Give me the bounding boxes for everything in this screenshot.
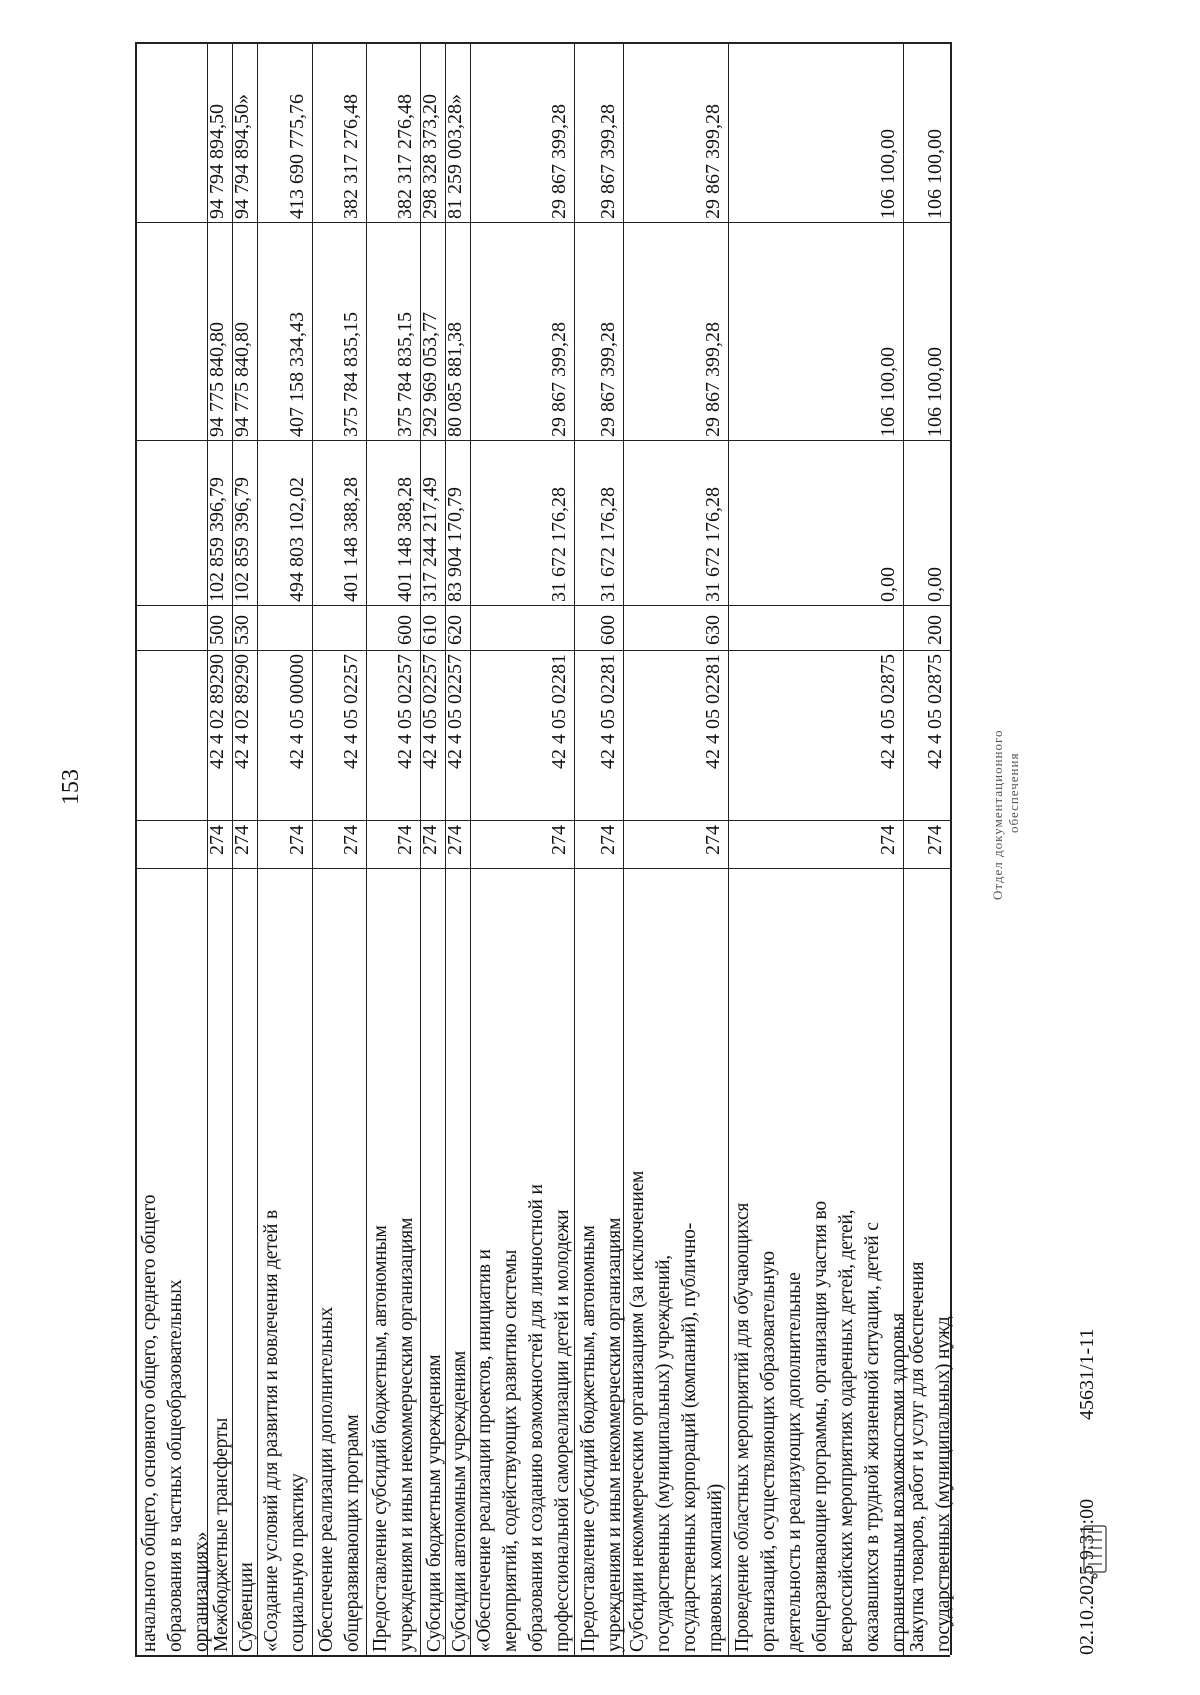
table-cell-2024: 102 859 396,79 xyxy=(231,477,253,602)
table-cell-ved: 274 xyxy=(340,825,362,855)
table-cell-2026: 382 317 276,48 xyxy=(340,94,362,219)
table-cell-ved: 274 xyxy=(877,825,899,855)
table-cell-2025: 292 969 053,77 xyxy=(419,312,441,437)
table-cell-2025: 94 775 840,80 xyxy=(231,322,253,437)
table-cell-vr: 500 xyxy=(206,615,228,645)
table-cell-2024: 83 904 170,79 xyxy=(444,487,466,602)
table-cell-vr: 600 xyxy=(597,615,619,645)
table-cell-vr: 620 xyxy=(444,615,466,645)
table-cell-2026: 29 867 399,28 xyxy=(597,104,619,219)
table-row-description: Закупка товаров, работ и услуг для обеспечения государственных (муниципальных) нужд xyxy=(907,1261,954,1652)
table-cell-csr: 42 4 05 02875 xyxy=(924,654,946,769)
table-row-description: Субсидии некоммерческим организациям (за исключением государственных (муниципальных) учреждений, государственных корпораций (компаний), публично- правовых компаний) xyxy=(627,1170,726,1652)
table-cell-csr: 42 4 05 02281 xyxy=(702,654,724,769)
table-cell-ved: 274 xyxy=(286,825,308,855)
table-cell-2024: 401 148 388,28 xyxy=(340,477,362,602)
table-cell-2026: 94 794 894,50» xyxy=(231,94,253,219)
table-cell-2026: 298 328 373,20 xyxy=(419,94,441,219)
table-cell-ved: 274 xyxy=(924,825,946,855)
table-column-border xyxy=(135,1655,950,1657)
table-cell-csr: 42 4 05 02281 xyxy=(548,654,570,769)
table-cell-csr: 42 4 05 02875 xyxy=(877,654,899,769)
department-stamp xyxy=(990,730,1022,901)
table-cell-vr: 610 xyxy=(419,615,441,645)
table-row-description: Предоставление субсидий бюджетным, автономным учреждениям и иным некоммерческим организациям xyxy=(578,1217,625,1652)
table-row-description: Межбюджетные трансферты xyxy=(211,1417,232,1652)
table-cell-vr: 530 xyxy=(231,615,253,645)
table-cell-2025: 375 784 835,15 xyxy=(394,312,416,437)
table-cell-2024: 317 244 217,49 xyxy=(419,477,441,602)
table-cell-ved: 274 xyxy=(597,825,619,855)
table-cell-2024: 401 148 388,28 xyxy=(394,477,416,602)
table-cell-2025: 29 867 399,28 xyxy=(597,322,619,437)
table-cell-csr: 42 4 02 89290 xyxy=(206,654,228,769)
table-cell-ved: 274 xyxy=(548,825,570,855)
table-cell-vr: 630 xyxy=(702,615,724,645)
table-cell-2025: 29 867 399,28 xyxy=(702,322,724,437)
table-cell-csr: 42 4 05 02281 xyxy=(597,654,619,769)
table-cell-2025: 407 158 334,43 xyxy=(286,312,308,437)
stamp-line1: Отдел документационного xyxy=(990,729,1005,900)
table-row-description: Предоставление субсидий бюджетным, автономным учреждениям и иным некоммерческим организациям xyxy=(370,1217,417,1652)
table-cell-2026: 94 794 894,50 xyxy=(206,104,228,219)
table-cell-csr: 42 4 05 02257 xyxy=(394,654,416,769)
table-cell-2026: 382 317 276,48 xyxy=(394,94,416,219)
table-cell-ved: 274 xyxy=(702,825,724,855)
table-row-description: Субвенции xyxy=(236,1562,257,1652)
table-cell-2024: 31 672 176,28 xyxy=(597,487,619,602)
table-cell-2025: 106 100,00 xyxy=(877,347,899,437)
table-cell-ved: 274 xyxy=(206,825,228,855)
table-row-description: Субсидии автономным учреждениям xyxy=(449,1351,470,1652)
table-cell-ved: 274 xyxy=(419,825,441,855)
table-cell-2024: 102 859 396,79 xyxy=(206,477,228,602)
stamp-line2: обеспечения xyxy=(1006,752,1021,833)
table-cell-2026: 81 259 003,28» xyxy=(444,94,466,219)
table-cell-vr: 600 xyxy=(394,615,416,645)
table-cell-csr: 42 4 05 02257 xyxy=(419,654,441,769)
table-row-description: начального общего, основного общего, среднего общего образования в частных общеобразовательных организациях» xyxy=(139,1194,212,1652)
table-row-description: Субсидии бюджетным учреждениям xyxy=(424,1354,445,1652)
table-cell-2026: 29 867 399,28 xyxy=(702,104,724,219)
table-cell-ved: 274 xyxy=(231,825,253,855)
table-cell-csr: 42 4 05 02257 xyxy=(444,654,466,769)
table-row-description: «Создание условий для развития и вовлечения детей в социальную практику xyxy=(261,1210,308,1652)
table-cell-2025: 106 100,00 xyxy=(924,347,946,437)
table-cell-2025: 29 867 399,28 xyxy=(548,322,570,437)
table-cell-csr: 42 4 02 89290 xyxy=(231,654,253,769)
table-cell-ved: 274 xyxy=(444,825,466,855)
footer-datetime: 02.10.2025 9:31:00 xyxy=(1076,1498,1098,1655)
table-cell-2024: 31 672 176,28 xyxy=(548,487,570,602)
table-cell-2024: 0,00 xyxy=(924,567,946,602)
table-row-description: Обеспечение реализации дополнительных общеразвивающих программ xyxy=(316,1306,363,1652)
table-cell-2024: 494 803 102,02 xyxy=(286,477,308,602)
table-cell-2026: 29 867 399,28 xyxy=(548,104,570,219)
table-cell-2025: 375 784 835,15 xyxy=(340,312,362,437)
page-number: 153 xyxy=(58,769,84,805)
table-row-description: «Обеспечение реализации проектов, инициатив и мероприятий, содействующих развитию системы образования и созданию возможностей для личностной и профессиональной самореализации детей и молодежи xyxy=(474,1184,573,1652)
footer-doc-code: 45631/1-11 xyxy=(1076,1328,1098,1420)
table-cell-2026: 413 690 775,76 xyxy=(286,94,308,219)
table-cell-csr: 42 4 05 00000 xyxy=(286,654,308,769)
emblem-logo xyxy=(1080,1520,1110,1580)
table-cell-vr: 200 xyxy=(924,615,946,645)
table-row-description: Проведение областных мероприятий для обучающихся организаций, осуществляющих образовательную деятельность и реализующих дополнительные общеразвивающие программы, организация участия во всероссийских мероприятиях одаренных детей, детей, оказавшихся в трудной жизненной ситуации, детей с ограниченными возможностями здоровья xyxy=(732,1201,909,1652)
table-cell-2024: 31 672 176,28 xyxy=(702,487,724,602)
table-cell-2026: 106 100,00 xyxy=(877,129,899,219)
table-cell-2026: 106 100,00 xyxy=(924,129,946,219)
table-cell-csr: 42 4 05 02257 xyxy=(340,654,362,769)
table-cell-2025: 94 775 840,80 xyxy=(206,322,228,437)
table-cell-2025: 80 085 881,38 xyxy=(444,322,466,437)
table-cell-ved: 274 xyxy=(394,825,416,855)
table-cell-2024: 0,00 xyxy=(877,567,899,602)
